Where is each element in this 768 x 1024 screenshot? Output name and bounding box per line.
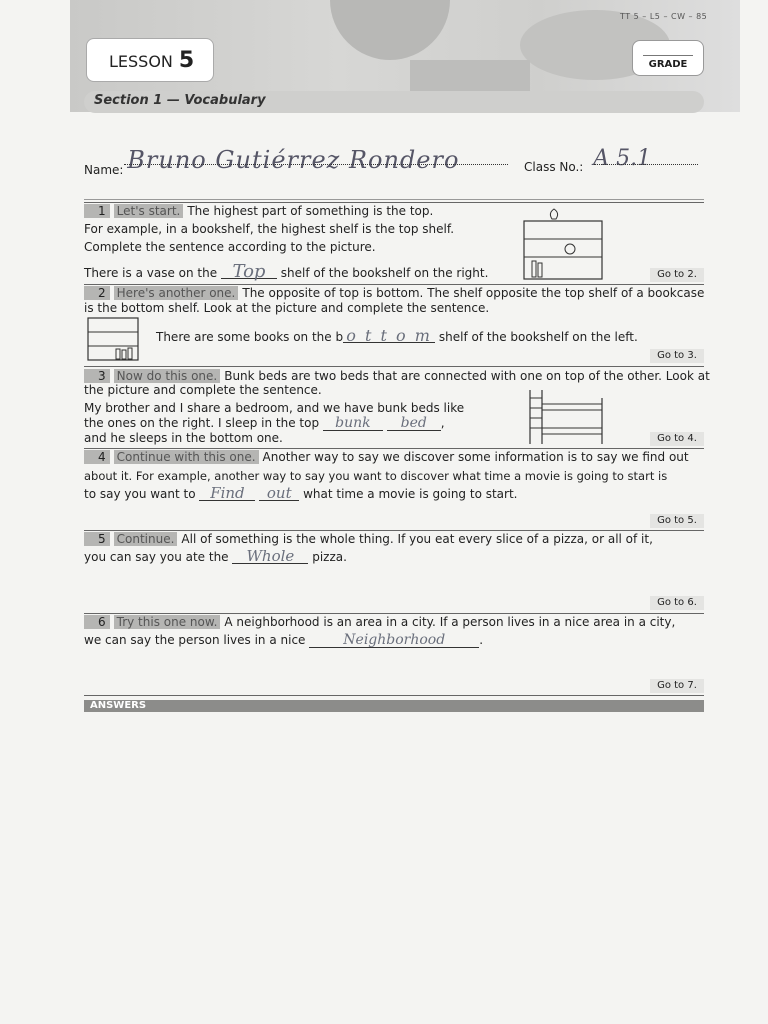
bunk-beds-illustration [526,388,606,446]
exercise-6-sentence: we can say the person lives in a nice Neighborhood . [84,632,484,648]
exercise-5-line-1: 5 Continue. All of something is the whole thing. If you eat every slice of a pizza, or all of it, [84,532,653,546]
answer-field[interactable]: Top [221,265,277,279]
name-value: Bruno Gutiérrez Rondero [127,146,460,174]
grade-label: GRADE [648,59,688,70]
divider [84,366,704,367]
grade-line [643,55,693,56]
divider [84,199,704,200]
exercise-number: 4 [84,450,110,464]
exercise-tag: Now do this one. [114,369,221,383]
name-underline [124,164,508,165]
lesson-label: LESSON [109,52,173,71]
goto-2-button[interactable]: Go to 2. [650,268,704,282]
name-label: Name: [84,163,124,177]
exercise-tag: Continue with this one. [114,450,259,464]
exercise-3-line-1: 3 Now do this one. Bunk beds are two beds that are connected with one on top of the other. Look at [84,369,710,383]
divider [84,284,704,285]
class-label: Class No.: [524,160,584,174]
exercise-tag: Continue. [114,532,178,546]
page-code: TT 5 – L5 – CW – 85 [620,12,708,21]
goto-3-button[interactable]: Go to 3. [650,349,704,363]
section-title: Section 1 — Vocabulary [94,93,266,108]
exercise-1-line-3: Complete the sentence according to the picture. [84,240,376,254]
exercise-4-sentence: to say you want to Find out what time a movie is going to start. [84,484,518,502]
answers-bar: ANSWERS [84,700,704,712]
exercise-4-line-1: 4 Continue with this one. Another way to say we discover some information is to say we find out [84,450,689,464]
lesson-box [86,38,214,82]
divider [84,695,704,696]
exercise-tag: Try this one now. [114,615,221,629]
divider [84,530,704,531]
exercise-1-line-2: For example, in a bookshelf, the highest shelf is the top shelf. [84,222,455,236]
exercise-1-line-1: 1 Let's start. The highest part of something is the top. [84,204,433,218]
exercise-number: 1 [84,204,110,218]
divider [84,613,704,614]
class-underline [594,164,698,165]
goto-5-button[interactable]: Go to 5. [650,514,704,528]
exercise-2-sentence: There are some books on the b o t t o m shelf of the bookshelf on the left. [156,326,638,345]
answer-field[interactable]: bunk [323,417,383,431]
exercise-3-line-2: the picture and complete the sentence. [84,383,322,397]
exercise-tag: Here's another one. [114,286,239,300]
goto-6-button[interactable]: Go to 6. [650,596,704,610]
answer-field[interactable]: Neighborhood [309,634,479,648]
exercise-5-sentence: you can say you ate the Whole pizza. [84,547,347,565]
goto-7-button[interactable]: Go to 7. [650,679,704,693]
exercise-number: 3 [84,369,110,383]
answer-field[interactable]: Whole [232,550,308,564]
exercise-2-line-2: is the bottom shelf. Look at the picture and complete the sentence. [84,301,490,315]
exercise-2-line-1: 2 Here's another one. The opposite of top is bottom. The shelf opposite the top shelf of a bookcase [84,286,704,300]
exercise-tag: Let's start. [114,204,184,218]
grade-box [632,40,704,76]
answer-field[interactable]: Find [199,487,255,501]
exercise-1-sentence: There is a vase on the Top shelf of the bookshelf on the right. [84,261,489,282]
exercise-number: 6 [84,615,110,629]
exercise-4-line-2: about it. For example, another way to say you want to discover what time a movie is going to start is [84,469,668,483]
answer-field[interactable]: bed [387,417,441,431]
lesson-number: 5 [178,48,195,73]
class-value: A 5.1 [593,146,652,171]
exercise-6-line-1: 6 Try this one now. A neighborhood is an area in a city. If a person lives in a nice area in a city, [84,615,675,629]
goto-4-button[interactable]: Go to 4. [650,432,704,446]
exercise-3-body-3: and he sleeps in the bottom one. [84,431,283,445]
answer-field[interactable]: out [259,487,299,501]
answer-field[interactable]: o t t o m [343,329,435,343]
bookshelf-with-books-illustration [86,316,140,362]
bookshelf-with-vase-illustration [520,205,606,281]
exercise-number: 2 [84,286,110,300]
exercise-3-body-1: My brother and I share a bedroom, and we have bunk beds like [84,401,465,415]
divider [84,202,704,203]
exercise-3-body-2: the ones on the right. I sleep in the top bunk bed , [84,415,445,431]
exercise-number: 5 [84,532,110,546]
name-row [84,146,460,180]
divider [84,448,704,449]
